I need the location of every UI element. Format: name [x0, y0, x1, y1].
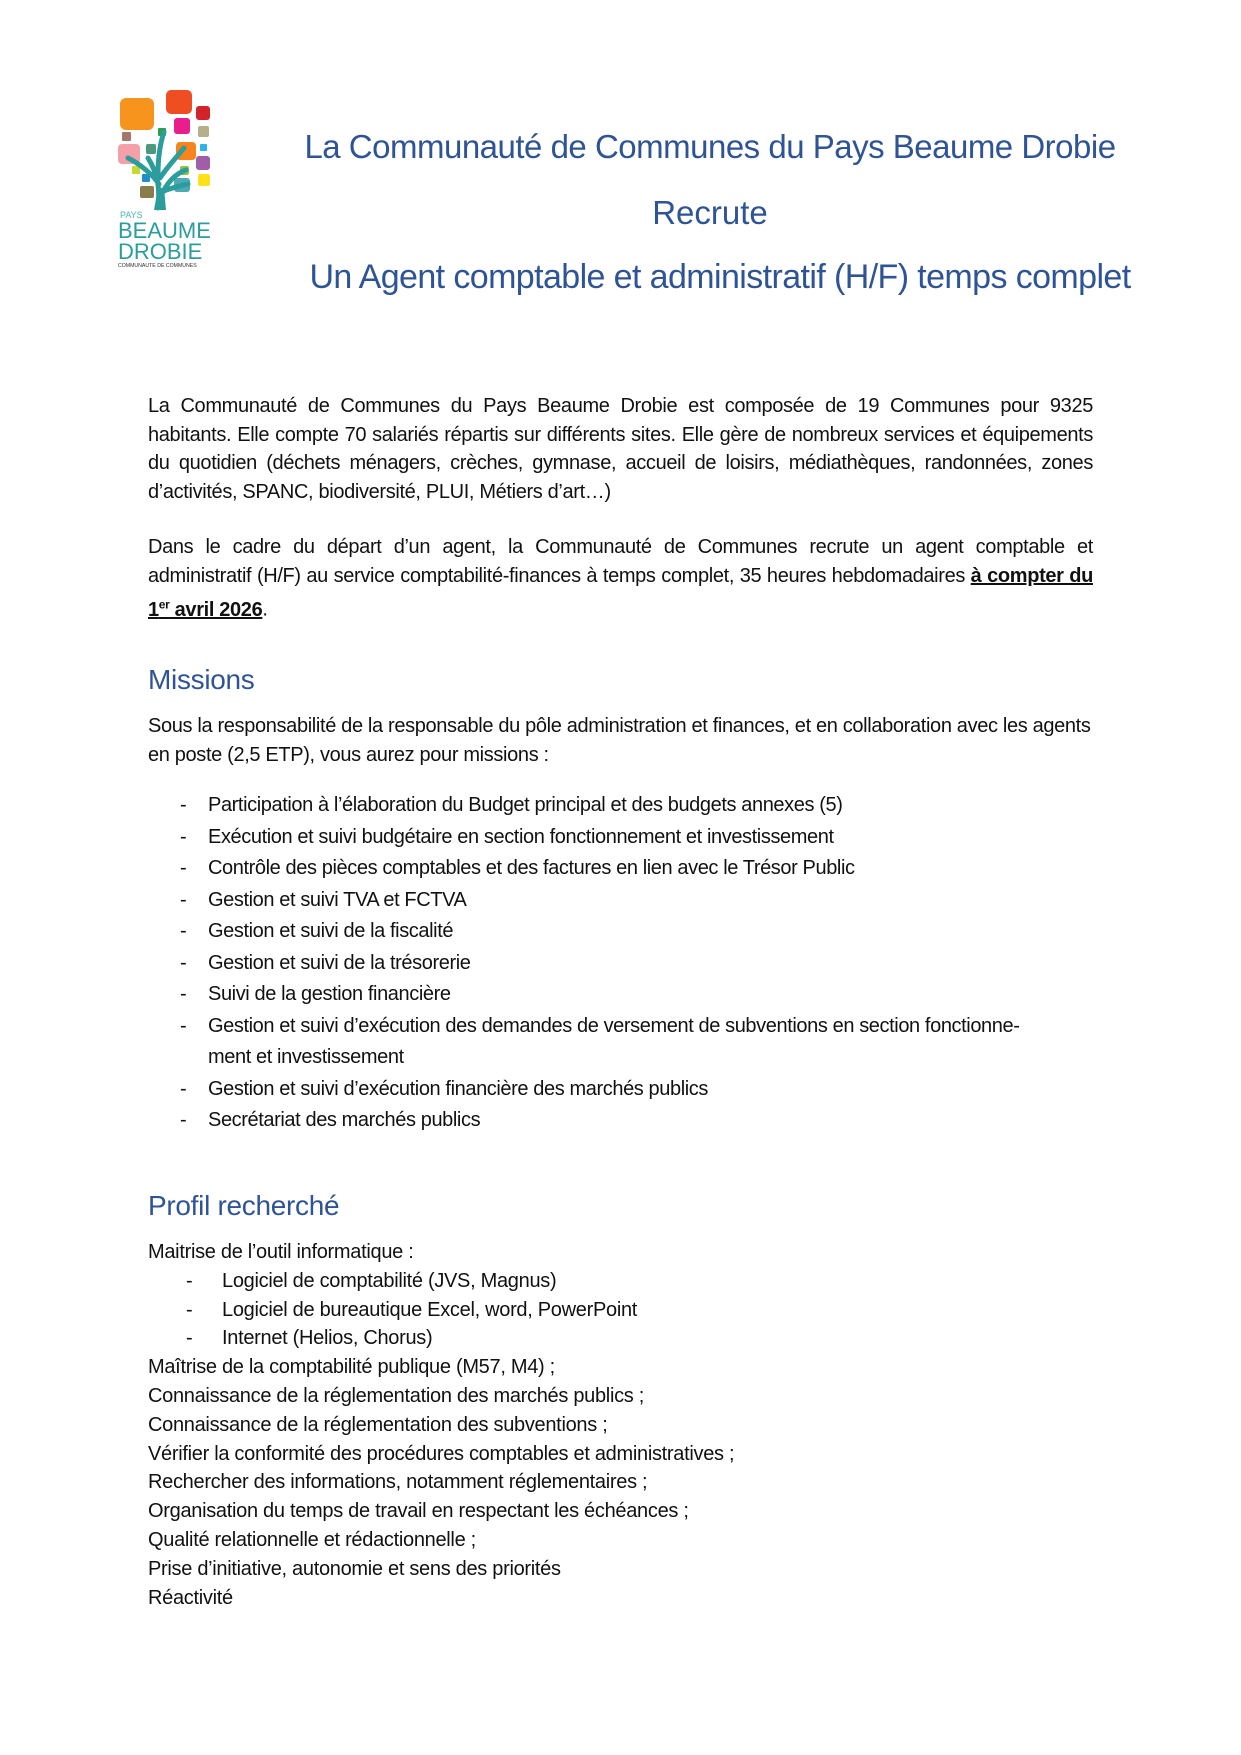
svg-text:COMMUNAUTE DE COMMUNES: COMMUNAUTE DE COMMUNES — [118, 263, 197, 268]
list-item: - Exécution et suivi budgétaire en section fonctionnement et investissement — [180, 822, 1100, 854]
tool-item: - Logiciel de comptabilité (JVS, Magnus) — [148, 1267, 1048, 1296]
profil-heading: Profil recherché — [148, 1190, 340, 1221]
start-date: à compter du 1er avril 2026 — [148, 564, 1093, 621]
list-item: - Gestion et suivi d’exécution des demandes de versement de subventions en section fonctionne- ment et investissement — [180, 1011, 1100, 1074]
job-title: Un Agent comptable et administratif (H/F) temps complet — [309, 258, 1131, 296]
intro-paragraph-2-text: Dans le cadre du départ d’un agent, la Communauté de Communes recrute un agent comptable et administratif (H/F) au service comptabilité-finances à temps complet, 35 heures hebdomadaires — [148, 536, 1093, 587]
tool-item: - Internet (Helios, Chorus) — [148, 1324, 1048, 1353]
skill-item: Organisation du temps de travail en respectant les échéances ; — [148, 1500, 689, 1523]
missions-list — [180, 790, 1100, 1137]
missions-heading: Missions — [148, 664, 255, 695]
skill-item: Réactivité — [148, 1586, 233, 1609]
skill-item: Prise d’initiative, autonomie et sens des priorités — [148, 1557, 561, 1580]
intro-paragraph-2: Dans le cadre du départ d’un agent, la Communauté de Communes recrute un agent comptable et administratif (H/F) au service comptabilité-finances à temps complet, 35 heures hebdomadaires à compter du 1er avril 2026. — [148, 536, 1093, 621]
list-item: - Contrôle des pièces comptables et des factures en lien avec le Trésor Public — [180, 853, 1100, 885]
list-item: - Gestion et suivi de la trésorerie — [180, 948, 1100, 980]
recruits-label: Recrute — [652, 194, 768, 231]
org-title: La Communauté de Communes du Pays Beaume Drobie — [304, 128, 1116, 165]
missions-intro: Sous la responsabilité de la responsable du pôle administration et finances, et en collaboration avec les agents en poste (2,5 ETP), vous aurez pour missions : — [148, 715, 1091, 766]
list-item-continuation: ment et investissement — [208, 1046, 404, 1068]
svg-text:DROBIE: DROBIE — [118, 239, 203, 264]
list-item: - Gestion et suivi TVA et FCTVA — [180, 885, 1100, 917]
svg-text:PAYS: PAYS — [120, 210, 143, 220]
skill-item: Qualité relationnelle et rédactionnelle ; — [148, 1528, 476, 1551]
profil-section — [148, 1238, 1048, 1612]
skill-item: Vérifier la conformité des procédures comptables et administratives ; — [148, 1442, 735, 1465]
skill-item: Maîtrise de la comptabilité publique (M57, M4) ; — [148, 1356, 555, 1379]
skill-item: Connaissance de la réglementation des marchés publics ; — [148, 1384, 645, 1407]
logo — [118, 88, 218, 268]
list-item: - Gestion et suivi d’exécution financière des marchés publics — [180, 1074, 1100, 1106]
skill-item: Connaissance de la réglementation des subventions ; — [148, 1413, 608, 1436]
list-item: - Secrétariat des marchés publics — [180, 1105, 1100, 1137]
list-item: - Participation à l’élaboration du Budget principal et des budgets annexes (5) — [180, 790, 1100, 822]
list-item: - Suivi de la gestion financière — [180, 979, 1100, 1011]
tools-label: Maitrise de l’outil informatique : — [148, 1241, 414, 1263]
skill-item: Rechercher des informations, notamment réglementaires ; — [148, 1471, 648, 1494]
tool-item: - Logiciel de bureautique Excel, word, PowerPoint — [148, 1296, 1048, 1325]
list-item: - Gestion et suivi de la fiscalité — [180, 916, 1100, 948]
intro-paragraph-1: La Communauté de Communes du Pays Beaume Drobie est composée de 19 Communes pour 9325 habitants. Elle compte 70 salariés répartis sur différents sites. Elle gère de nombreux services et équipements du quotidien (déchets ménagers, crèches, gymnase, accueil de loisirs, médiathèques, randonnées, zones d’activités, SPANC, biodiversité, PLUI, Métiers d’art…) — [148, 395, 1093, 503]
tree-logo-icon — [118, 88, 218, 268]
svg-text:BEAUME: BEAUME — [118, 218, 211, 243]
